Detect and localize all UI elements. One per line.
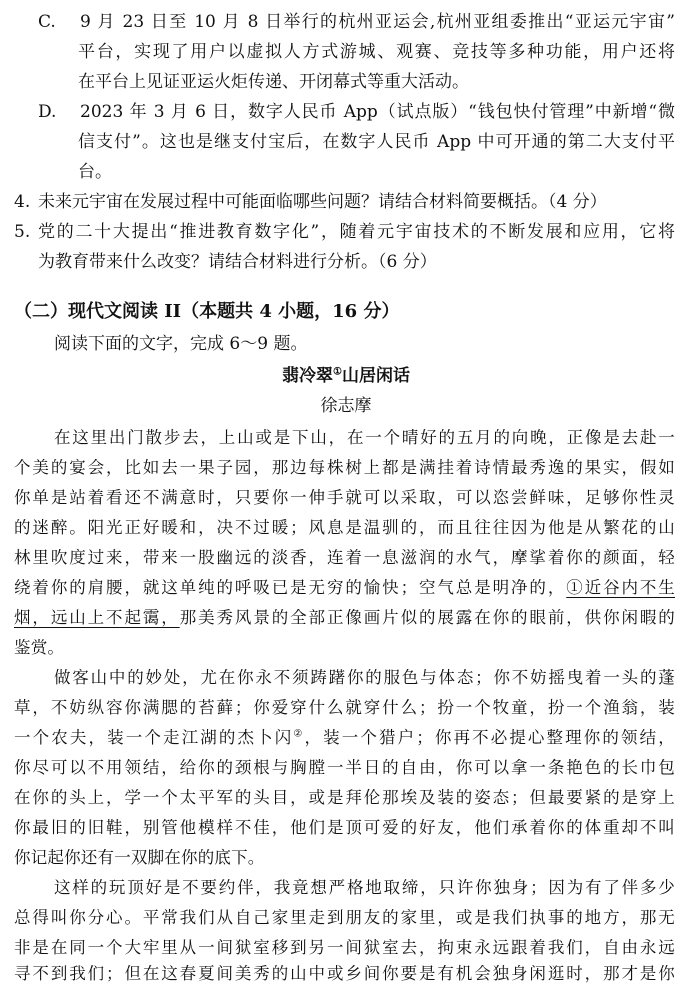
question-4-number: 4. xyxy=(14,192,31,212)
p1-line-1: 在这里出门散步去，上山或是下山，在一个晴好的五月的向晚，正像是去赴一 xyxy=(54,428,675,447)
footnote-1-marker: ① xyxy=(333,366,342,378)
p1-line-6-text: 绕着你的肩腰，就这单纯的呼吸已是无穷的愉快；空气总是明净的， xyxy=(14,578,567,597)
p2-line-6: 你最旧的旧鞋，别管他模样不佳，他们是顶可爱的好友，他们承着你的体重却不叫 xyxy=(14,818,675,837)
p2-line-4: 你尽可以不用领结，给你的颈根与胸膛一半日的自由，你可以拿一条艳色的长巾包 xyxy=(14,758,675,777)
p1-line-2: 个美的宴会，比如去一果子园，那边每株树上都是满挂着诗情最秀逸的果实，假如 xyxy=(14,458,675,477)
article-title xyxy=(0,362,692,390)
p2-line-3-text-b: ，装一个猎户；你再不必提心整理你的领结， xyxy=(304,728,676,747)
section-heading: （二）现代文阅读 II（本题共 4 小题，16 分） xyxy=(14,301,400,322)
p3-line-4: 寻不到我们；但在这春夏间美秀的山中或乡间你要是有机会独身闲逛时，那才是你 xyxy=(14,964,675,983)
article-author: 徐志摩 xyxy=(320,396,372,416)
article-title-rest: 山居闲话 xyxy=(341,366,410,386)
article-title-main: 翡冷翠 xyxy=(282,366,334,386)
option-c-label: C. xyxy=(38,12,56,32)
p1-line-7-text: 那美秀风景的全部正像画片似的展露在你的眼前，供你闲暇的 xyxy=(179,608,675,627)
question-4-text: 未来元宇宙在发展过程中可能面临哪些问题？请结合材料简要概括。（4 分） xyxy=(38,192,607,212)
footnote-2-marker: ② xyxy=(293,728,305,740)
p2-line-7: 你记起你还有一双脚在你的底下。 xyxy=(14,848,265,867)
question-5-number: 5. xyxy=(14,222,31,242)
p2-line-1: 做客山中的妙处，尤在你永不须踌躇你的服色与体态；你不妨摇曳着一头的蓬 xyxy=(54,668,675,687)
question-5-line-1: 党的二十大提出“推进教育数字化”，随着元宇宙技术的不断发展和应用，它将 xyxy=(38,222,675,242)
p2-line-3 xyxy=(14,724,675,752)
p2-line-5: 在你的头上，学一个太平军的头目，或是拜伦那埃及装的姿态；但最要紧的是穿上 xyxy=(14,788,675,807)
p2-line-2: 草，不妨纵容你满腮的苔藓；你爱穿什么就穿什么；扮一个牧童，扮一个渔翁，装 xyxy=(14,698,675,717)
p1-line-4: 的迷醉。阳光正好暖和，决不过暖；风息是温驯的，而且往往因为他是从繁花的山 xyxy=(14,518,675,537)
section-instruction: 阅读下面的文字，完成 6～9 题。 xyxy=(54,334,308,354)
option-c-line-2: 平台，实现了用户以虚拟人方式游城、观赛、竞技等多种功能，用户还将 xyxy=(78,42,675,62)
p1-line-3: 你单是站着看还不满意时，只要你一伸手就可以采取，可以恣尝鲜味，足够你性灵 xyxy=(14,488,675,507)
p1-line-5: 林里吹度过来，带来一股幽远的淡香，连着一息滋润的水气，摩挲着你的颜面，轻 xyxy=(14,548,675,567)
underlined-sentence-1-part-b: 烟，远山上不起霭， xyxy=(14,608,180,627)
question-5-line-2: 为教育带来什么改变？请结合材料进行分析。（6 分） xyxy=(38,252,437,272)
option-d-line-1: 2023 年 3 月 6 日，数字人民币 App（试点版）“钱包快付管理”中新增“微 xyxy=(80,102,675,122)
p1-line-8: 鉴赏。 xyxy=(14,638,65,657)
p3-line-2: 总得叫你分心。平常我们从自己家里走到朋友的家里，或是我们执事的地方，那无 xyxy=(14,908,675,927)
option-d-label: D. xyxy=(38,102,57,122)
p1-line-7 xyxy=(14,604,675,632)
p3-line-3: 非是在同一个大牢里从一间狱室移到另一间狱室去，拘束永远跟着我们，自由永远 xyxy=(14,938,675,957)
option-c-line-3: 在平台上见证亚运火炬传递、开闭幕式等重大活动。 xyxy=(78,72,469,92)
p3-line-1: 这样的玩顶好是不要约伴，我竟想严格地取缔，只许你独身；因为有了伴多少 xyxy=(54,878,675,897)
option-c-line-1: 9 月 23 日至 10 月 8 日举行的杭州亚运会,杭州亚组委推出“亚运元宇宙” xyxy=(80,12,675,32)
p1-line-6 xyxy=(14,574,675,602)
option-d-line-2: 信支付”。这也是继支付宝后，在数字人民币 App 中可开通的第二大支付平 xyxy=(78,132,675,152)
option-d-line-3: 台。 xyxy=(78,162,112,182)
p2-line-3-text-a: 一个农夫，装一个走江湖的杰卜闪 xyxy=(14,728,294,747)
underlined-sentence-1-part-a: ①近谷内不生 xyxy=(566,578,676,597)
